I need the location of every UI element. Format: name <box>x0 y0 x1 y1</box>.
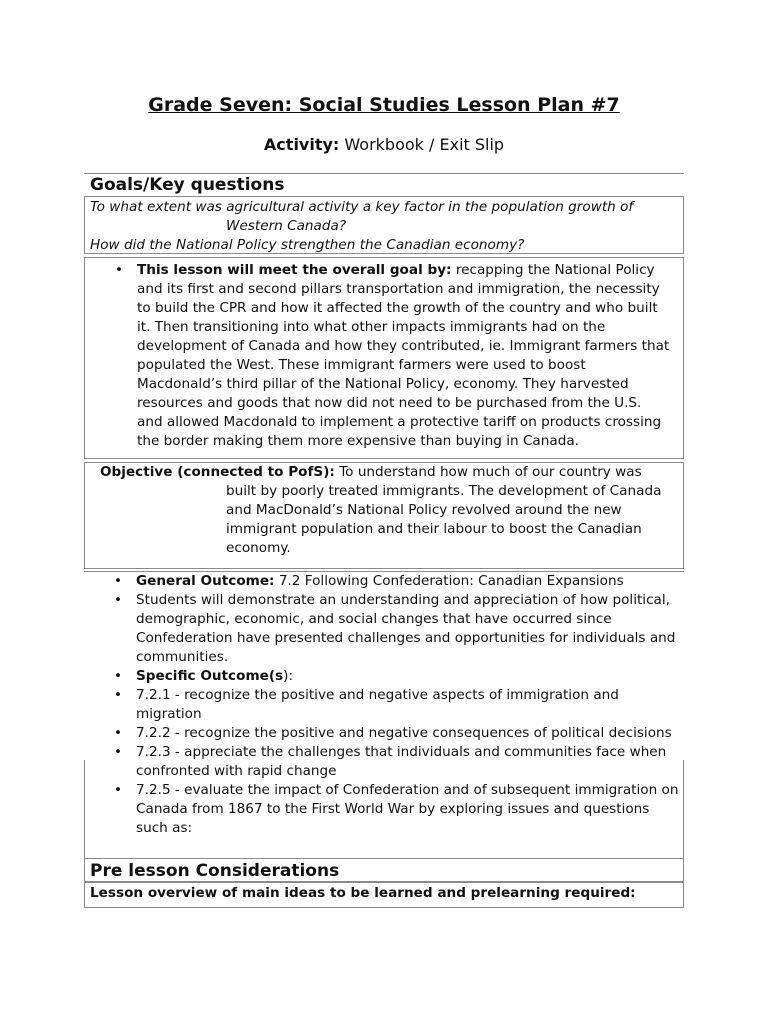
overall-goal-label: This lesson will meet the overall goal by: <box>137 262 452 278</box>
outcomes-right-border <box>683 760 684 858</box>
specific-outcome-label: Specific Outcome(s <box>136 668 284 684</box>
bullet-icon: • <box>114 592 123 608</box>
overview-text: Lesson overview of main ideas to be learned and prelearning required: <box>90 885 636 901</box>
page-title: Grade Seven: Social Studies Lesson Plan #7 <box>148 94 620 116</box>
goals-question-1-continued: Western Canada? <box>226 218 347 234</box>
activity-label: Activity: <box>263 135 340 154</box>
list-item: • Specific Outcome(s): <box>114 668 294 684</box>
bullet-icon: • <box>114 725 123 741</box>
bullet-icon: • <box>115 262 124 278</box>
activity-line <box>0 133 768 157</box>
overall-goal-box <box>84 257 684 459</box>
objective-first-line: To understand how much of our country was <box>339 464 642 480</box>
bullet-icon: • <box>114 573 123 589</box>
objective-text: built by poorly treated immigrants. The development of Canada and MacDonald’s National Policy revolved around the new immigrant population and their labour to boost the Canadian economy. <box>226 483 662 556</box>
overall-goal-item <box>115 261 671 451</box>
list-item <box>114 591 680 667</box>
pre-lesson-heading: Pre lesson Considerations <box>90 861 340 881</box>
general-outcome-text: 7.2 Following Confederation: Canadian Expansions <box>278 573 624 589</box>
students-outcome-text: Students will demonstrate an understanding and appreciation of how political, demographic, economic, and social changes that have occurred since Confederation have presented challenges and opportunities for individuals and communities. <box>136 592 676 665</box>
objective-heading-line <box>100 463 642 482</box>
list-item <box>114 724 680 743</box>
list-item <box>114 686 680 724</box>
outcomes-left-border <box>84 760 85 858</box>
objective-label: Objective (connected to PofS): <box>100 464 335 480</box>
bullet-icon: • <box>114 782 123 798</box>
bullet-icon: • <box>114 744 123 760</box>
overall-goal-text: recapping the National Policy and its first and second pillars transportation and immigration, the necessity to build the CPR and how it affected the growth of the country and who built it. Then transitioning into what other impacts immigrants had on the development of Canada and how they contributed, ie. Immigrant farmers that populated the West. These immigrant farmers were used to boost Macdonald’s third pillar of the National Policy, economy. They harvested resources and goods that now did not need to be purchased from the U.S. and allowed Macdonald to implement a protective tariff on products crossing the border making them more expensive than buying in Canada. <box>137 262 670 449</box>
specific-outcome-item: 7.2.1 - recognize the positive and negative aspects of immigration and migration <box>136 687 619 722</box>
outcomes-list <box>114 572 680 838</box>
list-item <box>114 572 680 591</box>
bullet-icon: • <box>114 668 123 684</box>
list-item <box>114 743 680 781</box>
goals-question-2: How did the National Policy strengthen the Canadian economy? <box>90 237 525 253</box>
specific-outcome-item: 7.2.2 - recognize the positive and negative consequences of political decisions <box>136 725 672 741</box>
goals-heading: Goals/Key questions <box>90 175 285 195</box>
goals-box <box>84 196 684 254</box>
activity-value: Workbook / Exit Slip <box>344 135 505 154</box>
objective-box <box>84 462 684 569</box>
list-item <box>114 781 680 838</box>
specific-outcome-item: 7.2.3 - appreciate the challenges that individuals and communities face when confronted with rapid change <box>136 744 667 779</box>
goals-question-1: To what extent was agricultural activity a key factor in the population growth of <box>90 199 634 215</box>
specific-outcome-item: 7.2.5 - evaluate the impact of Confederation and of subsequent immigration on Canada from 1867 to the First World War by exploring issues and questions such as: <box>136 782 679 836</box>
general-outcome-label: General Outcome: <box>136 573 275 589</box>
bullet-icon: • <box>114 687 123 703</box>
